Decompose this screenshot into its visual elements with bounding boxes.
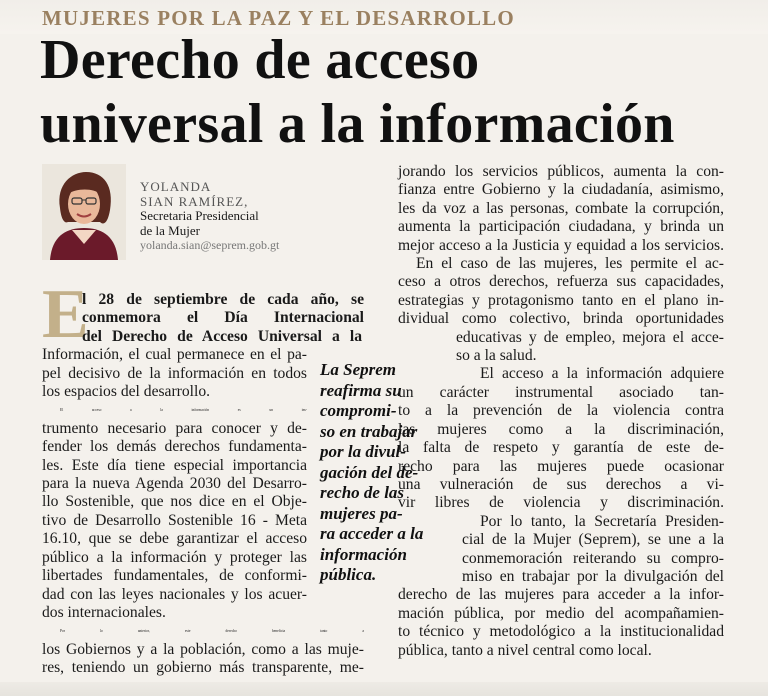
left-column	[42, 291, 364, 678]
body-line: Por lo tanto, la Secretaría Presiden-	[480, 512, 724, 530]
body-line: cial de la Mujer (Seprem), se une a la	[462, 531, 724, 549]
body-line: to técnico y metodológico a la institucionalidad	[398, 623, 724, 641]
body-line: tivo de Desarrollo Sostenible 16 - Meta	[42, 511, 307, 529]
body-line: 16.10, que se debe garantizar el acceso	[42, 530, 307, 548]
pull-quote-line: mujeres pa-	[320, 503, 403, 523]
body-line: estrategias y protagonismo tanto en el plano in-	[398, 291, 724, 309]
body-line: para la nueva Agenda 2030 del Desarro-	[42, 475, 307, 493]
pull-quote-line: por la divul-	[320, 442, 406, 461]
body-line: jorando los servicios públicos, aumenta la con-	[398, 163, 724, 180]
body-line: dividual como colectivo, brinda oportunidades	[398, 310, 724, 328]
body-line: les. Este día tiene especial importancia	[42, 456, 307, 474]
author-last-name: SIAN RAMÍREZ,	[140, 193, 249, 209]
pull-quote-line: ra acceder a la	[320, 524, 424, 543]
pull-quote-line: La Seprem	[320, 360, 397, 379]
body-line: Información, el cual permanece en el pa-	[42, 346, 307, 364]
body-line: recho para las mujeres puede ocasionar	[398, 457, 724, 475]
headline-line-2: universal a la información	[40, 93, 675, 155]
body-line: las mujeres como a la discriminación,	[398, 420, 724, 438]
pull-quote-line: pública.	[320, 565, 377, 584]
pull-quote-line: gación del de-	[320, 462, 419, 482]
author-role-2: de la Mujer	[140, 222, 200, 238]
author-photo	[42, 164, 126, 260]
body-line: so a la salud.	[456, 347, 537, 365]
body-line: En el caso de las mujeres, les permite el ac-	[416, 255, 724, 273]
body-line: los Gobiernos y a la población, como a las muje-	[42, 640, 364, 658]
body-line: El acceso a la información es un ins-	[60, 408, 307, 413]
body-line: la falta de respeto y garantía de este de-	[398, 439, 724, 457]
body-line: trumento necesario para conocer y de-	[42, 419, 307, 437]
pull-quote-line: recho de las	[320, 483, 405, 502]
body-line: mejor acceso a la Justicia y equidad a los servicios.	[398, 236, 724, 254]
body-line: educativas y de empleo, mejora el acce-	[456, 328, 724, 346]
author-email[interactable]: yolanda.sian@seprem.gob.gt	[140, 238, 280, 252]
section-label: MUJERES POR LA PAZ Y EL DESARROLLO	[42, 6, 515, 30]
right-column	[398, 163, 724, 660]
body-line: Por lo anterior, este derecho beneficia tanto a	[60, 629, 364, 634]
body-line: del Derecho de Acceso Universal a la	[82, 327, 362, 345]
body-line: un carácter instrumental asociado tan-	[398, 383, 724, 401]
body-line: El acceso a la información adquiere	[480, 365, 724, 383]
body-line: una vulneración de sus derechos a vi-	[398, 475, 724, 493]
body-line: l 28 de septiembre de cada año, se	[82, 291, 364, 308]
body-line: res, teniendo un gobierno más transparente, me-	[42, 659, 364, 677]
body-line: vir libres de violencia y discriminación.	[398, 494, 724, 512]
author-byline	[140, 180, 279, 253]
body-line: to a la prevención de la violencia contra	[398, 402, 724, 420]
author-role: Secretaria Presidencial	[140, 208, 259, 223]
author-portrait-icon	[42, 164, 126, 260]
body-line: pel decisivo de la información en todos	[42, 364, 307, 382]
body-line: mación pública, por medio del acompañamien-	[398, 604, 724, 622]
body-line: dos internacionales.	[42, 603, 166, 621]
headline-line-1: Derecho de acceso	[40, 29, 480, 91]
body-line: ceso a otros derechos, refuerza sus capacidades,	[398, 273, 724, 291]
pull-quote-line: compromi-	[320, 401, 397, 420]
body-line: público a la información y proteger las	[42, 548, 307, 566]
body-line: pública, tanto a nivel central como local.	[398, 641, 652, 659]
body-line: aumenta la participación ciudadana, y brinda un	[398, 218, 724, 236]
pull-quote-line: reafirma su	[320, 380, 402, 400]
drop-cap: E	[42, 276, 89, 353]
pull-quote-line: so en trabajar	[320, 421, 418, 441]
body-line: fianza entre Gobierno y la ciudadanía, asimismo,	[398, 181, 724, 199]
body-line: los espacios del desarrollo.	[42, 383, 211, 401]
body-line: les da voz a las personas, combate la corrupción,	[398, 199, 724, 217]
body-line: libertades fundamentales, de conformi-	[42, 567, 307, 585]
body-line: fender los demás derechos fundamenta-	[42, 438, 307, 456]
pull-quote-line: información	[320, 544, 407, 564]
body-line: llo Sostenible, que nos dice en el Obje-	[42, 493, 307, 511]
page-bottom-edge	[0, 682, 768, 696]
body-line: derecho de las mujeres para acceder a la infor-	[398, 586, 724, 604]
body-line: conmemoración reiterando su compro-	[462, 549, 724, 567]
body-line: miso en trabajar por la divulgación del	[462, 567, 724, 585]
author-first-name: YOLANDA	[140, 179, 212, 194]
body-line: dad con las leyes nacionales y los acuer-	[42, 585, 307, 603]
body-line: conmemora el Día Internacional	[82, 309, 364, 327]
